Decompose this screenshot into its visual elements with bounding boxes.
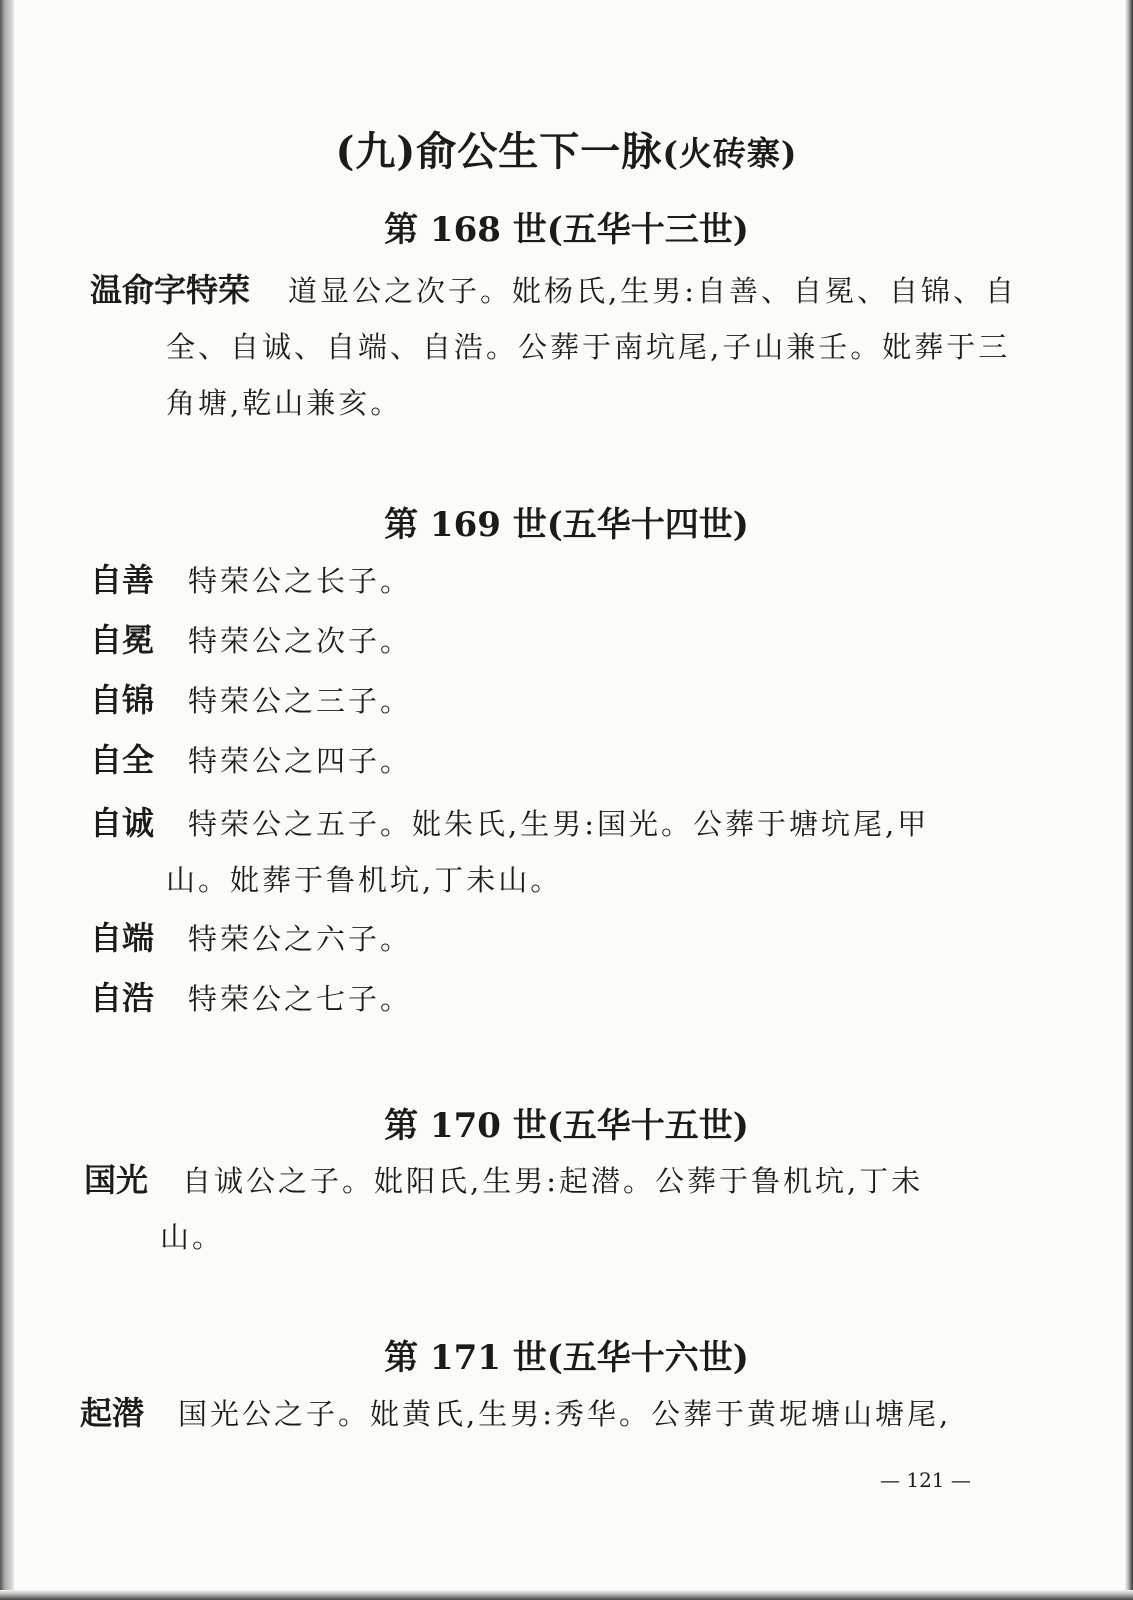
entry-text-line2: 山。	[160, 1220, 225, 1254]
genealogy-entry	[84, 1152, 1044, 1265]
genealogy-entry	[90, 612, 1050, 669]
entry-text-line1: 特荣公之次子。	[188, 624, 413, 658]
entry-text-line1: 自诚公之子。妣阳氏,生男:起潜。公葬于鲁机坑,丁未	[182, 1164, 924, 1198]
entry-text-line1: 特荣公之六子。	[188, 922, 413, 956]
genealogy-entry	[80, 1385, 1040, 1442]
entry-name: 自浩	[90, 979, 155, 1017]
genealogy-entry	[90, 795, 1050, 908]
scan-edge-bottom	[0, 1590, 1133, 1600]
genealogy-entry	[90, 552, 1050, 609]
entry-text-line1: 道显公之次子。妣杨氏,生男:自善、自冕、自锦、自	[288, 274, 1018, 308]
entry-text-line1: 特荣公之四子。	[188, 744, 413, 778]
entry-name: 自端	[90, 919, 155, 957]
entry-text-line3: 角塘,乾山兼亥。	[166, 386, 403, 420]
entry-text-line2: 全、自诚、自端、自浩。公葬于南坑尾,子山兼壬。妣葬于三	[166, 330, 1011, 364]
entry-name: 温俞字特荣	[90, 271, 251, 309]
entry-text-line1: 国光公之子。妣黄氏,生男:秀华。公葬于黄坭塘山塘尾,	[178, 1397, 952, 1431]
entry-text-line1: 特荣公之五子。妣朱氏,生男:国光。公葬于塘坑尾,甲	[188, 807, 930, 841]
genealogy-entry	[90, 910, 1050, 967]
entry-name: 自善	[90, 561, 155, 599]
page-title-main: (九)俞公生下一脉	[335, 128, 663, 175]
entry-text-line1: 特荣公之三子。	[188, 684, 413, 718]
entry-text-line2: 山。妣葬于鲁机坑,丁未山。	[166, 863, 563, 897]
genealogy-entry	[90, 672, 1050, 729]
entry-name: 起潜	[80, 1394, 145, 1432]
page-number: — 121 —	[880, 1468, 971, 1492]
entry-name: 国光	[84, 1161, 149, 1199]
generation-heading-168: 第 168 世(五华十三世)	[384, 210, 749, 250]
page-title	[0, 120, 1133, 177]
entry-text-line1: 特荣公之七子。	[188, 982, 413, 1016]
genealogy-entry	[90, 262, 1050, 431]
page-title-sub: (火砖寨)	[662, 134, 798, 173]
generation-heading-171: 第 171 世(五华十六世)	[384, 1338, 749, 1378]
generation-heading-170: 第 170 世(五华十五世)	[384, 1106, 749, 1146]
entry-name: 自全	[90, 741, 155, 779]
generation-heading-169: 第 169 世(五华十四世)	[384, 505, 749, 545]
genealogy-entry	[90, 732, 1050, 789]
entry-text-line1: 特荣公之长子。	[188, 564, 413, 598]
genealogy-entry	[90, 970, 1050, 1027]
entry-name: 自锦	[90, 681, 155, 719]
entry-name: 自冕	[90, 621, 155, 659]
entry-name: 自诚	[90, 804, 155, 842]
